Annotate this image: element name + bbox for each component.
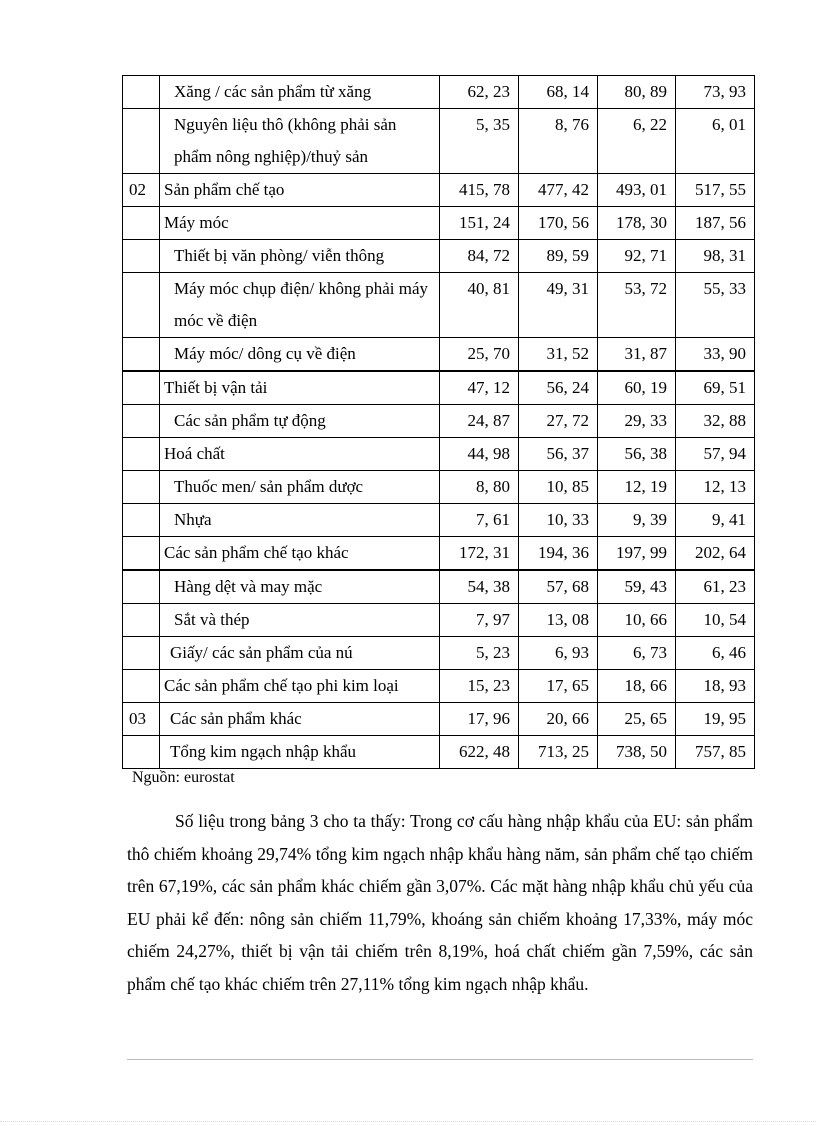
value-cell: 7, 97: [440, 604, 519, 637]
row-code: [123, 207, 160, 240]
value-cell: 33, 90: [676, 338, 755, 372]
footer-rule: [127, 1059, 753, 1060]
value-cell: 738, 50: [598, 736, 676, 769]
table-row: [123, 240, 755, 273]
value-cell: 27, 72: [519, 405, 598, 438]
row-label: Thiết bị văn phòng/ viễn thông: [160, 240, 440, 273]
value-cell: 202, 64: [676, 537, 755, 571]
value-cell: 55, 33: [676, 273, 755, 338]
table-row: [123, 273, 755, 338]
value-cell: 6, 93: [519, 637, 598, 670]
value-cell: 10, 54: [676, 604, 755, 637]
value-cell: 17, 96: [440, 703, 519, 736]
value-cell: 7, 61: [440, 504, 519, 537]
value-cell: 12, 19: [598, 471, 676, 504]
row-label: Máy móc chụp điện/ không phải máy móc về điện: [160, 273, 440, 338]
row-code: [123, 670, 160, 703]
table-row: [123, 109, 755, 174]
row-code: [123, 273, 160, 338]
value-cell: 18, 66: [598, 670, 676, 703]
value-cell: 13, 08: [519, 604, 598, 637]
row-code: [123, 405, 160, 438]
value-cell: 24, 87: [440, 405, 519, 438]
value-cell: 170, 56: [519, 207, 598, 240]
row-code: [123, 438, 160, 471]
row-code: [123, 109, 160, 174]
row-label: Nhựa: [160, 504, 440, 537]
table-row: [123, 637, 755, 670]
value-cell: 12, 13: [676, 471, 755, 504]
table-row: [123, 76, 755, 109]
value-cell: 31, 87: [598, 338, 676, 372]
value-cell: 18, 93: [676, 670, 755, 703]
table-row: [123, 405, 755, 438]
value-cell: 493, 01: [598, 174, 676, 207]
table-row: [123, 736, 755, 769]
row-label: Sản phẩm chế tạo: [160, 174, 440, 207]
value-cell: 10, 66: [598, 604, 676, 637]
row-label: Sắt và thép: [160, 604, 440, 637]
value-cell: 8, 80: [440, 471, 519, 504]
value-cell: 98, 31: [676, 240, 755, 273]
value-cell: 10, 85: [519, 471, 598, 504]
value-cell: 59, 43: [598, 570, 676, 604]
row-label: Thuốc men/ sản phẩm dược: [160, 471, 440, 504]
table-row: [123, 670, 755, 703]
value-cell: 9, 41: [676, 504, 755, 537]
row-label: Xăng / các sản phẩm từ xăng: [160, 76, 440, 109]
row-code: 02: [123, 174, 160, 207]
value-cell: 25, 65: [598, 703, 676, 736]
source-note: Nguồn: eurostat: [132, 769, 235, 786]
value-cell: 178, 30: [598, 207, 676, 240]
value-cell: 15, 23: [440, 670, 519, 703]
value-cell: 60, 19: [598, 371, 676, 405]
row-code: [123, 240, 160, 273]
value-cell: 415, 78: [440, 174, 519, 207]
row-label: Nguyên liệu thô (không phải sản phẩm nông nghiệp)/thuỷ sản: [160, 109, 440, 174]
value-cell: 622, 48: [440, 736, 519, 769]
value-cell: 47, 12: [440, 371, 519, 405]
row-code: [123, 338, 160, 372]
row-label: Hoá chất: [160, 438, 440, 471]
row-code: [123, 637, 160, 670]
row-code: [123, 570, 160, 604]
row-code: [123, 76, 160, 109]
value-cell: 9, 39: [598, 504, 676, 537]
row-label: Máy móc: [160, 207, 440, 240]
table-row: [123, 174, 755, 207]
table-row: [123, 537, 755, 571]
row-code: [123, 471, 160, 504]
value-cell: 187, 56: [676, 207, 755, 240]
value-cell: 40, 81: [440, 273, 519, 338]
value-cell: 61, 23: [676, 570, 755, 604]
value-cell: 44, 98: [440, 438, 519, 471]
value-cell: 89, 59: [519, 240, 598, 273]
table-body: [123, 76, 755, 769]
row-label: Giấy/ các sản phẩm của nú: [160, 637, 440, 670]
value-cell: 56, 37: [519, 438, 598, 471]
value-cell: 31, 52: [519, 338, 598, 372]
value-cell: 20, 66: [519, 703, 598, 736]
value-cell: 151, 24: [440, 207, 519, 240]
value-cell: 517, 55: [676, 174, 755, 207]
value-cell: 49, 31: [519, 273, 598, 338]
table-row: [123, 438, 755, 471]
value-cell: 25, 70: [440, 338, 519, 372]
value-cell: 53, 72: [598, 273, 676, 338]
value-cell: 6, 22: [598, 109, 676, 174]
value-cell: 194, 36: [519, 537, 598, 571]
row-code: [123, 604, 160, 637]
row-code: 03: [123, 703, 160, 736]
table-row: [123, 338, 755, 372]
table-row: [123, 703, 755, 736]
value-cell: 68, 14: [519, 76, 598, 109]
value-cell: 10, 33: [519, 504, 598, 537]
row-label: Các sản phẩm tự động: [160, 405, 440, 438]
value-cell: 713, 25: [519, 736, 598, 769]
body-paragraph: Số liệu trong bảng 3 cho ta thấy: Trong cơ cấu hàng nhập khẩu của EU: sản phẩm thô chiếm khoảng 29,74% tổng kim ngạch nhập khẩu hàng năm, sản phẩm chế tạo chiếm trên 67,19%, các sản phẩm khác chiếm gần 3,07%. Các mặt hàng nhập khẩu chủ yếu của EU phải kể đến: nông sản chiếm 11,79%, khoáng sản chiếm khoảng 17,33%, máy móc chiếm 24,27%, thiết bị vận tải chiếm trên 8,19%, hoá chất chiếm gần 7,59%, các sản phẩm chế tạo khác chiếm trên 27,11% tổng kim ngạch nhập khẩu.: [127, 811, 753, 994]
value-cell: 8, 76: [519, 109, 598, 174]
import-structure-table: [122, 75, 755, 769]
value-cell: 56, 38: [598, 438, 676, 471]
row-label: Các sản phẩm chế tạo khác: [160, 537, 440, 571]
table-row: [123, 207, 755, 240]
table-row: [123, 604, 755, 637]
value-cell: 6, 01: [676, 109, 755, 174]
value-cell: 757, 85: [676, 736, 755, 769]
value-cell: 57, 68: [519, 570, 598, 604]
value-cell: 62, 23: [440, 76, 519, 109]
row-label: Tổng kim ngạch nhập khẩu: [160, 736, 440, 769]
row-code: [123, 537, 160, 571]
row-code: [123, 504, 160, 537]
page-bottom-border: [0, 1121, 816, 1122]
value-cell: 92, 71: [598, 240, 676, 273]
row-label: Các sản phẩm chế tạo phi kim loại: [160, 670, 440, 703]
value-cell: 197, 99: [598, 537, 676, 571]
value-cell: 6, 73: [598, 637, 676, 670]
value-cell: 84, 72: [440, 240, 519, 273]
value-cell: 5, 23: [440, 637, 519, 670]
table-row: [123, 371, 755, 405]
value-cell: 69, 51: [676, 371, 755, 405]
row-label: Các sản phẩm khác: [160, 703, 440, 736]
value-cell: 54, 38: [440, 570, 519, 604]
value-cell: 6, 46: [676, 637, 755, 670]
value-cell: 19, 95: [676, 703, 755, 736]
table-row: [123, 471, 755, 504]
value-cell: 57, 94: [676, 438, 755, 471]
value-cell: 172, 31: [440, 537, 519, 571]
row-label: Máy móc/ dông cụ về điện: [160, 338, 440, 372]
value-cell: 32, 88: [676, 405, 755, 438]
row-code: [123, 736, 160, 769]
value-cell: 56, 24: [519, 371, 598, 405]
value-cell: 29, 33: [598, 405, 676, 438]
row-label: Hàng dệt và may mặc: [160, 570, 440, 604]
row-label: Thiết bị vận tải: [160, 371, 440, 405]
value-cell: 17, 65: [519, 670, 598, 703]
value-cell: 477, 42: [519, 174, 598, 207]
value-cell: 73, 93: [676, 76, 755, 109]
table-row: [123, 570, 755, 604]
value-cell: 80, 89: [598, 76, 676, 109]
value-cell: 5, 35: [440, 109, 519, 174]
table-row: [123, 504, 755, 537]
row-code: [123, 371, 160, 405]
